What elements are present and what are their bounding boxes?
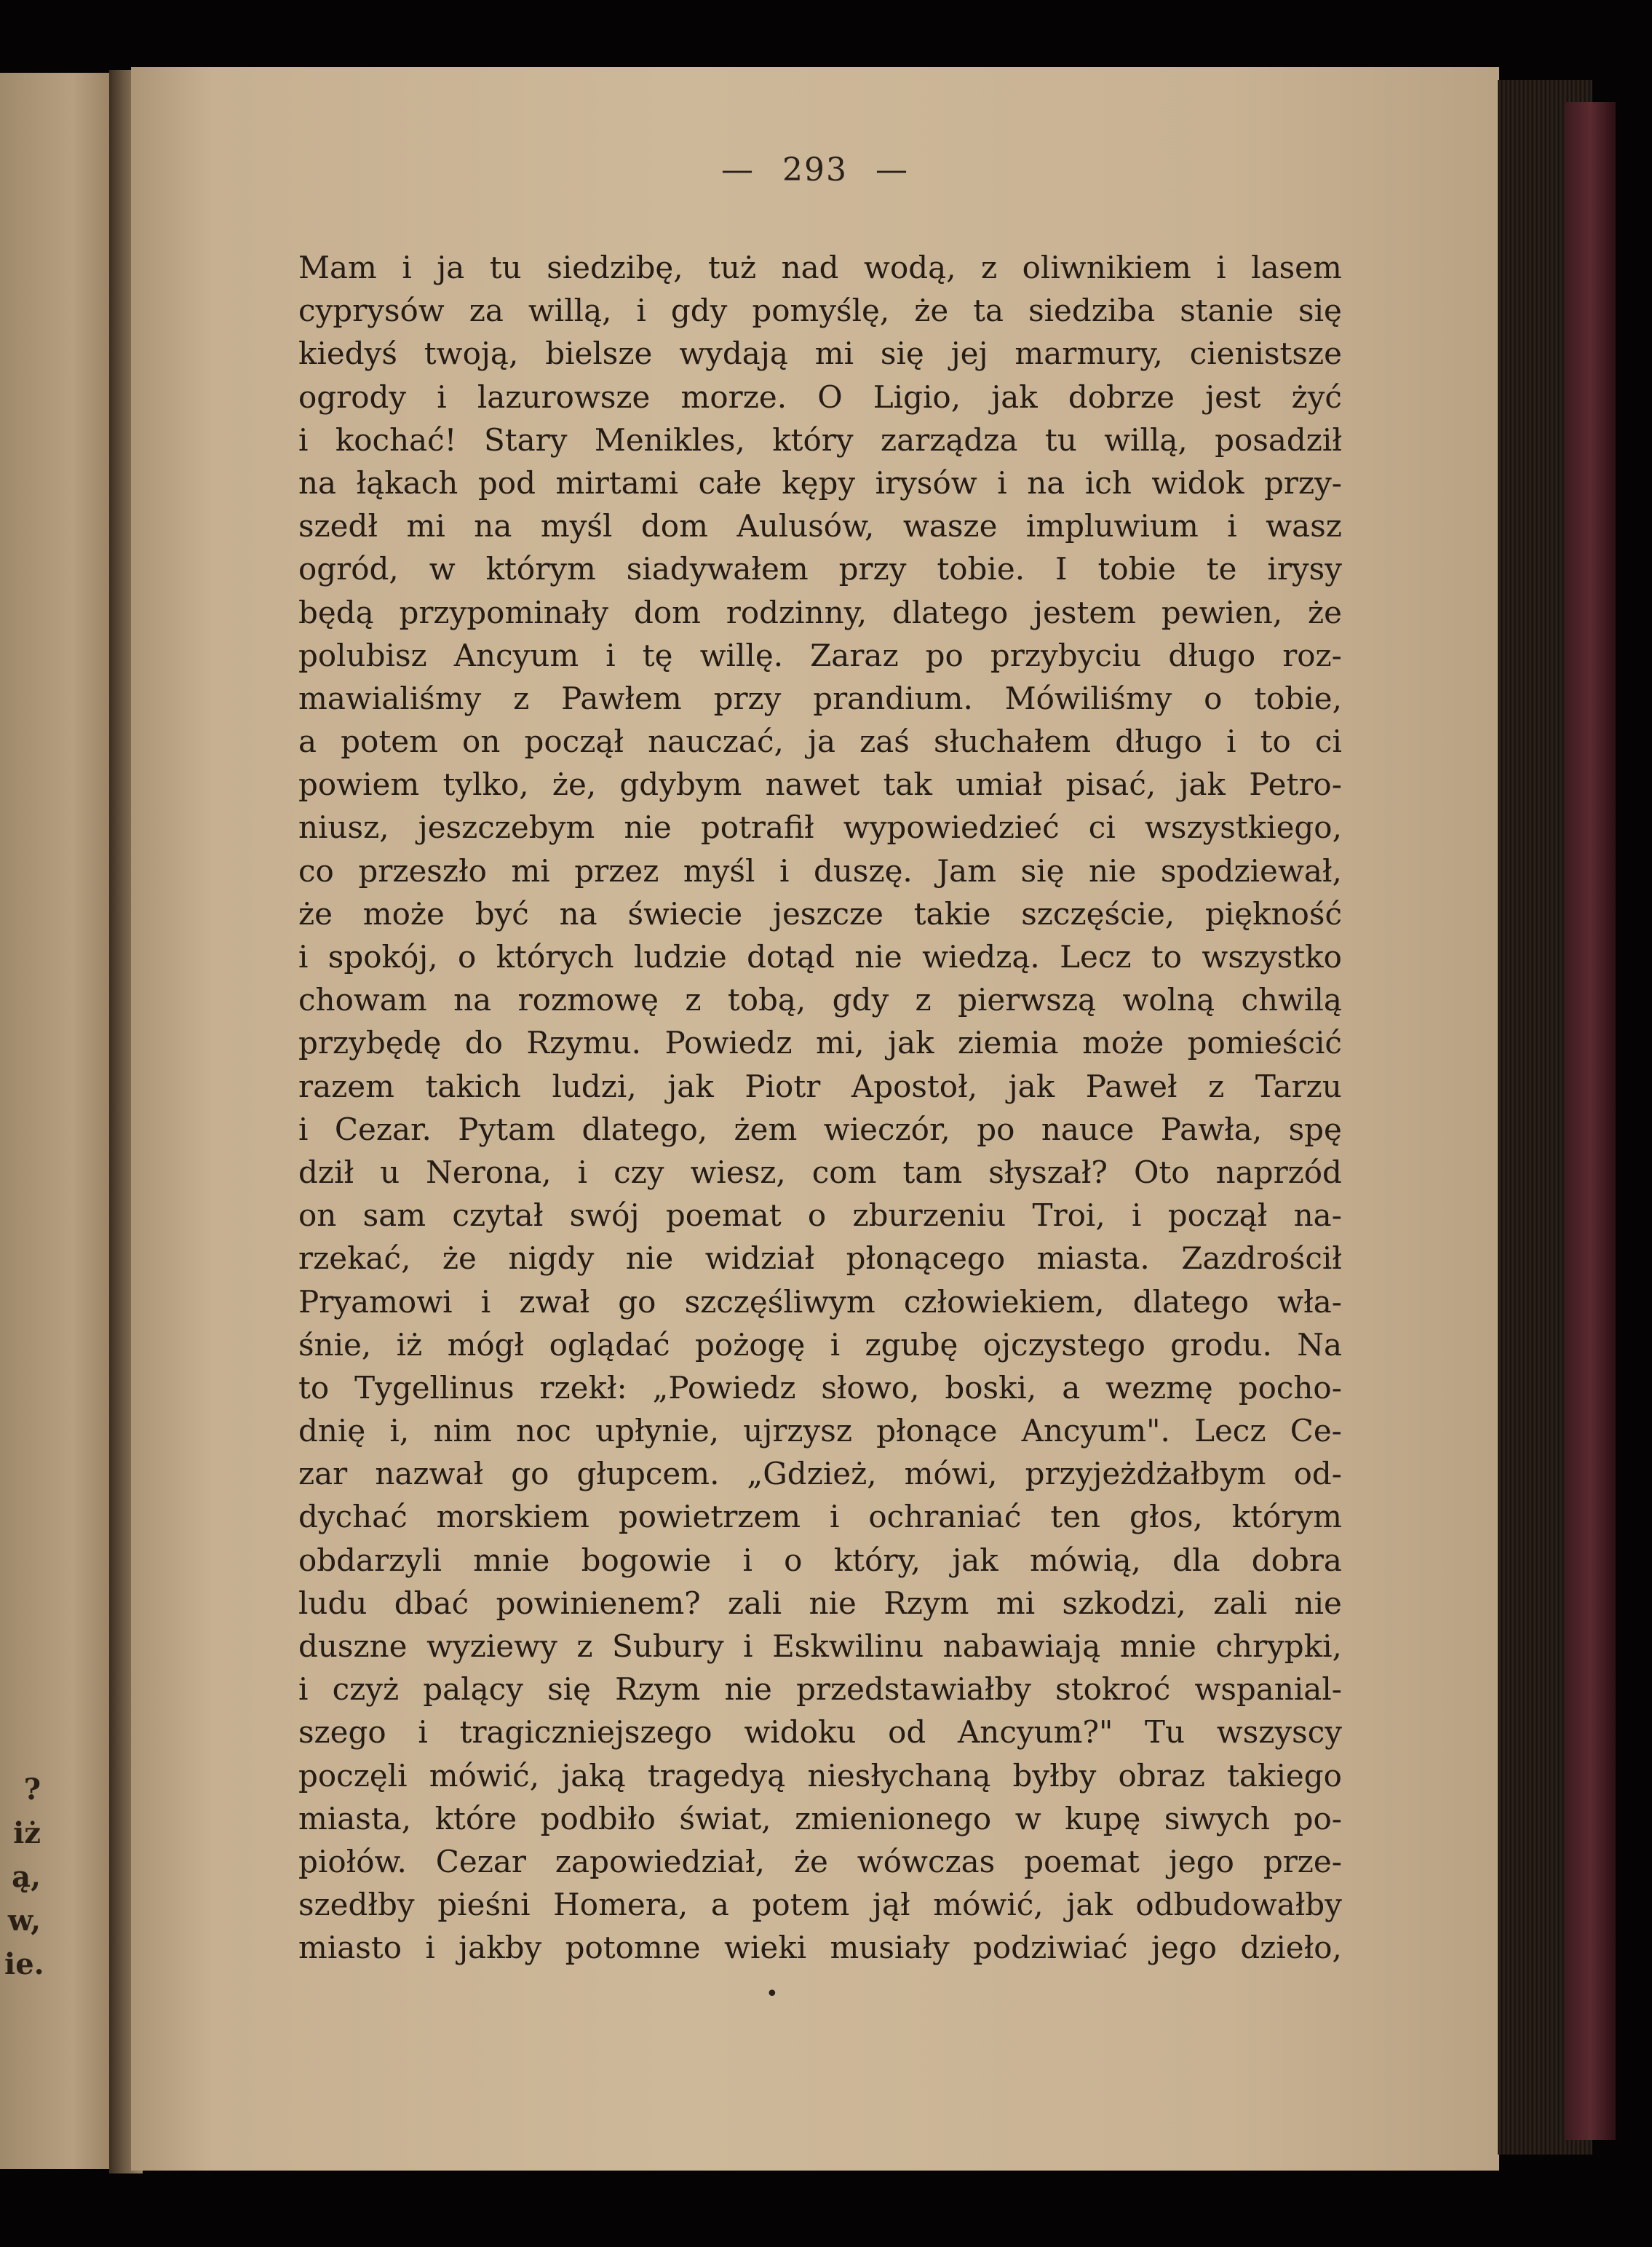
- text-line: miasto i jakby potomne wieki musiały podziwiać jego dzieło,: [298, 1930, 1342, 1966]
- text-line: rzekać, że nigdy nie widział płonącego miasta. Zazdrościł: [298, 1240, 1342, 1277]
- text-line: na łąkach pod mirtami całe kępy irysów i na ich widok przy-: [298, 464, 1342, 501]
- text-line: i Cezar. Pytam dlatego, żem wieczór, po nauce Pawła, spę: [298, 1111, 1342, 1147]
- text-line: ogrody i lazurowsze morze. O Ligio, jak dobrze jest żyć: [298, 379, 1342, 415]
- text-line: a potem on począł nauczać, ja zaś słuchałem długo i to ci: [298, 724, 1342, 760]
- header-dash-left: —: [721, 151, 755, 189]
- text-line: szedł mi na myśl dom Aulusów, wasze impluwium i wasz: [298, 508, 1342, 544]
- text-line: kiedyś twoją, bielsze wydają mi się jej marmury, cienistsze: [298, 336, 1342, 372]
- text-line: obdarzyli mnie bogowie i o który, jak mówią, dla dobra: [298, 1542, 1342, 1578]
- text-line: to Tygellinus rzekł: „Powiedz słowo, boski, a wezmę pocho-: [298, 1369, 1342, 1406]
- fragment-text: ą,: [12, 1860, 41, 1894]
- text-line: będą przypominały dom rodzinny, dlatego jestem pewien, że: [298, 594, 1342, 630]
- body-text: [298, 246, 1342, 1970]
- previous-page-fragments: [0, 73, 44, 2169]
- text-line: śnie, iż mógł oglądać pożogę i zgubę ojczystego grodu. Na: [298, 1326, 1342, 1363]
- text-line: dnię i, nim noc upłynie, ujrzysz płonące Ancyum". Lecz Ce-: [298, 1413, 1342, 1449]
- text-line: polubisz Ancyum i tę willę. Zaraz po przybyciu długo roz-: [298, 637, 1342, 673]
- page-number: 293: [782, 151, 848, 189]
- text-line: dził u Nerona, i czy wiesz, com tam słyszał? Oto naprzód: [298, 1154, 1342, 1190]
- text-line: i czyż palący się Rzym nie przedstawiałby stokroć wspanial-: [298, 1671, 1342, 1708]
- text-line: zar nazwał go głupcem. „Gdzież, mówi, przyjeżdżałbym od-: [298, 1456, 1342, 1492]
- text-line: razem takich ludzi, jak Piotr Apostoł, jak Paweł z Tarzu: [298, 1068, 1342, 1104]
- text-line: przybędę do Rzymu. Powiedz mi, jak ziemia może pomieścić: [298, 1025, 1342, 1061]
- text-line: Mam i ja tu siedzibę, tuż nad wodą, z oliwnikiem i lasem: [298, 250, 1342, 285]
- text-line: powiem tylko, że, gdybym nawet tak umiał pisać, jak Petro-: [298, 766, 1342, 803]
- text-line: szego i tragiczniejszego widoku od Ancyum?" Tu wszyscy: [298, 1714, 1342, 1751]
- text-line: on sam czytał swój poemat o zburzeniu Troi, i począł na-: [298, 1197, 1342, 1234]
- text-line: dychać morskiem powietrzem i ochraniać ten głos, którym: [298, 1499, 1342, 1535]
- text-line: i spokój, o których ludzie dotąd nie wiedzą. Lecz to wszystko: [298, 939, 1342, 975]
- text-line: szedłby pieśni Homera, a potem jął mówić, jak odbudowałby: [298, 1887, 1342, 1923]
- fragment-text: iż: [13, 1816, 41, 1850]
- page-header: [131, 151, 1499, 189]
- book-cover-edge: [1565, 102, 1616, 2140]
- fragment-text: ie.: [4, 1947, 44, 1981]
- fragment-text: w,: [7, 1903, 41, 1938]
- signature-mark: •: [766, 1981, 779, 2007]
- text-line: niusz, jeszczebym nie potrafił wypowiedzieć ci wszystkiego,: [298, 809, 1342, 846]
- text-line: cyprysów za willą, i gdy pomyślę, że ta siedziba stanie się: [298, 293, 1342, 329]
- text-line: miasta, które podbiło świat, zmienionego w kupę siwych po-: [298, 1800, 1342, 1836]
- text-line: chowam na rozmowę z tobą, gdy z pierwszą wolną chwilą: [298, 982, 1342, 1018]
- text-line: ogród, w którym siadywałem przy tobie. I tobie te irysy: [298, 551, 1342, 587]
- header-dash-right: —: [875, 151, 909, 189]
- text-line: co przeszło mi przez myśl i duszę. Jam się nie spodziewał,: [298, 852, 1342, 889]
- fragment-text: ?: [23, 1772, 41, 1807]
- text-line: i kochać! Stary Menikles, który zarządza tu willą, posadził: [298, 421, 1342, 458]
- text-line: ludu dbać powinienem? zali nie Rzym mi szkodzi, zali nie: [298, 1585, 1342, 1621]
- text-line: poczęli mówić, jaką tragedyą niesłychaną byłby obraz takiego: [298, 1757, 1342, 1794]
- text-line: duszne wyziewy z Subury i Eskwilinu nabawiają mnie chrypki,: [298, 1628, 1342, 1664]
- text-line: mawialiśmy z Pawłem przy prandium. Mówiliśmy o tobie,: [298, 680, 1342, 716]
- text-line: piołów. Cezar zapowiedział, że wówczas poemat jego prze-: [298, 1843, 1342, 1879]
- text-line: Pryamowi i zwał go szczęśliwym człowiekiem, dlatego wła-: [298, 1283, 1342, 1320]
- text-line: że może być na świecie jeszcze takie szczęście, piękność: [298, 895, 1342, 932]
